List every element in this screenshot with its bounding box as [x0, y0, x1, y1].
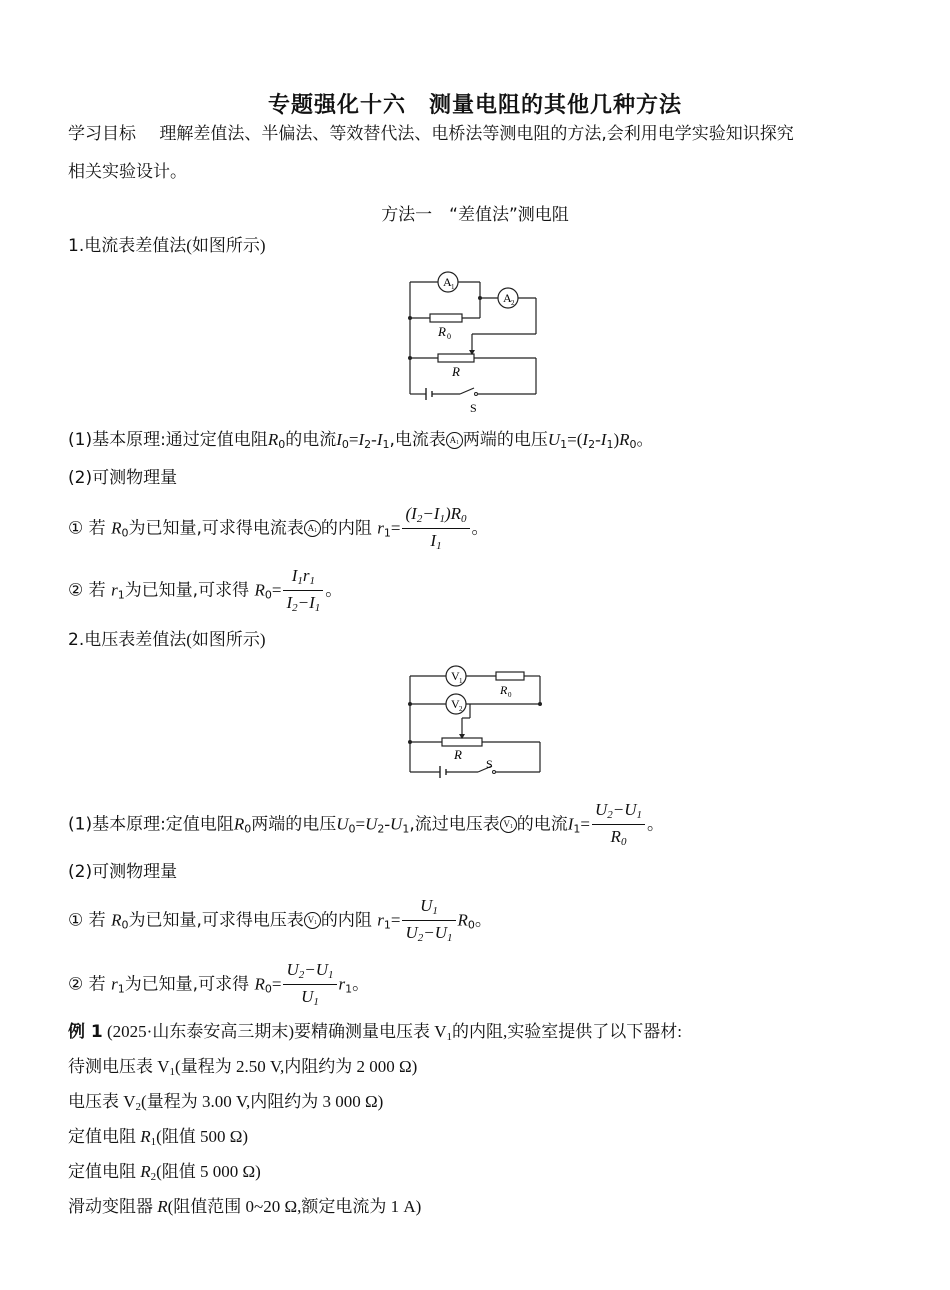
objective-label: 学习目标: [68, 124, 136, 144]
rheostat-r-label: R: [452, 364, 460, 379]
resistor-r0-sub: 0: [447, 332, 451, 341]
rheostat-r-label: R: [454, 747, 462, 762]
ammeter-a1-icon: $A_1$: [304, 520, 321, 537]
sec1-heading: 1.电流表差值法(如图所示): [68, 236, 266, 256]
ammeter-difference-circuit: [400, 266, 550, 416]
voltmeter-v1-sub: 1: [459, 677, 463, 685]
voltmeter-v1-icon: $V_1$: [304, 912, 321, 929]
voltmeter-v2-sub: 2: [459, 705, 463, 713]
page-title: 专题强化十六 测量电阻的其他几种方法: [267, 93, 682, 118]
objective-line-2: 相关实验设计。: [68, 162, 187, 182]
voltmeter-v1-icon: $V_1$: [500, 816, 517, 833]
objective-line-1: [68, 124, 794, 144]
voltmeter-v1-label: V: [451, 669, 460, 683]
equipment-item: 定值电阻 $R_2$(阻值 5 000 Ω): [68, 1162, 261, 1183]
equipment-item: 定值电阻 $R_1$(阻值 500 Ω): [68, 1127, 249, 1148]
equipment-item: 电压表 $V_2$(量程为 3.00 V,内阻约为 3 000 Ω): [68, 1092, 384, 1113]
ammeter-a2-sub: 2: [511, 299, 515, 307]
ammeter-a2-label: A: [503, 291, 512, 305]
ammeter-a1-label: A: [443, 275, 452, 289]
sec2-measurable: (2)可测物理量: [68, 862, 178, 882]
resistor-r0-label: R: [438, 324, 446, 339]
equipment-item: 滑动变阻器 R(阻值范围 0~20 Ω,额定电流为 1 A): [68, 1197, 422, 1216]
switch-s-label: S: [486, 757, 493, 771]
example-intro: 例 1 (2025·山东泰安高三期末)要精确测量电压表 $V_1$的内阻,实验室提供了以下器材:: [68, 1022, 682, 1043]
sec2-principle: (1)基本原理:定值电阻$R_0$两端的电压$U_0=U_2-U_1$,流过电压表 $V_1$ 的电流$I_1=$ $\frac{U_2-U_1}{R_0}$ 。: [68, 800, 665, 849]
equipment-item: 待测电压表 $V_1$(量程为 2.50 V,内阻约为 2 000 Ω): [68, 1057, 418, 1078]
resistor-r0-label: R: [500, 683, 508, 697]
sec2-case-1: ① 若 $R_0$为已知量,可求得电压表 $V_1$ 的内阻 $r_1=$ $\frac{U_1}{U_2-U_1}$ $R_0$。: [68, 896, 492, 945]
voltmeter-difference-circuit: [400, 660, 550, 780]
method1-heading: 方法一 “差值法”测电阻: [381, 205, 569, 225]
sec1-case-2: ② 若 $r_1$为已知量,可求得 $R_0=$ $\frac{I_1r_1}{I_2-I_1}$ 。: [68, 566, 343, 615]
resistor-r0-sub: 0: [508, 691, 512, 699]
sec2-heading: 2.电压表差值法(如图所示): [68, 630, 266, 650]
sec1-principle: (1)基本原理:通过定值电阻$R_0$的电流$I_0=I_2-I_1$,电流表 $A_1$ 两端的电压$U_1=(I_2-I_1)R_0$。: [68, 430, 654, 451]
switch-s-label: S: [470, 401, 477, 415]
sec1-measurable: (2)可测物理量: [68, 468, 178, 488]
voltmeter-v2-label: V: [451, 697, 460, 711]
ammeter-a1-icon: $A_1$: [446, 432, 463, 449]
objective-text-1: 理解差值法、半偏法、等效替代法、电桥法等测电阻的方法,会利用电学实验知识探究: [159, 124, 794, 144]
ammeter-a1-sub: 1: [451, 283, 455, 291]
sec1-case-1: ① 若 $R_0$为已知量,可求得电流表 $A_1$ 的内阻 $r_1=$ $\frac{(I_2-I_1)R_0}{I_1}$ 。: [68, 504, 489, 553]
sec2-case-2: ② 若 $r_1$为已知量,可求得 $R_0=$ $\frac{U_2-U_1}{U_1}$ $r_1$。: [68, 960, 370, 1009]
